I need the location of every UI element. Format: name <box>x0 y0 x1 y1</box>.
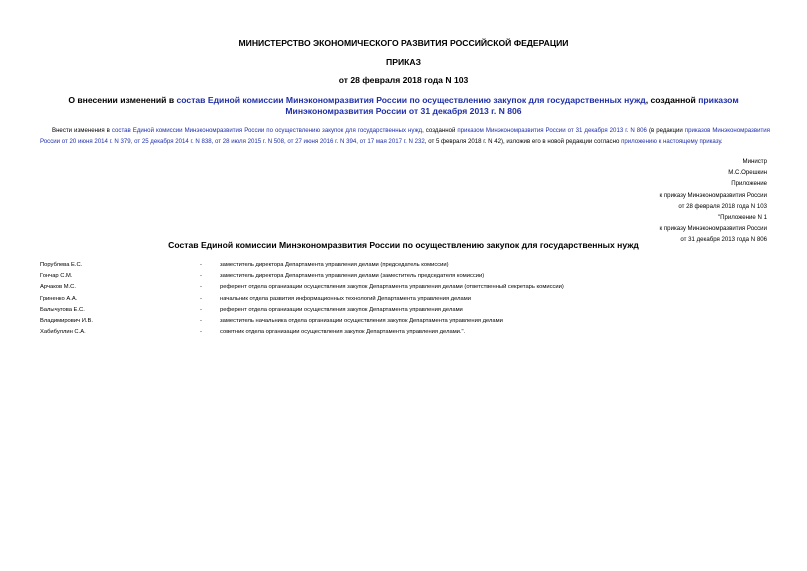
member-role: референт отдела организации осуществления закупок Департамента управления делами <box>220 306 463 313</box>
para-text-4: , от 5 февраля 2018 г. N 42), изложив его в новой редакции согласно <box>424 137 622 145</box>
member-name: Гриненко А.А. <box>40 295 78 302</box>
signature-position: Министр <box>742 158 767 165</box>
member-row <box>40 271 770 282</box>
title-link-order[interactable]: приказом Минэкономразвития России от 31 декабря 2013 г. N 806 <box>285 95 739 116</box>
member-dash: - <box>200 295 202 302</box>
member-dash: - <box>200 317 202 324</box>
member-row <box>40 316 770 327</box>
signature-name: М.С.Орешкин <box>728 169 767 177</box>
document-title <box>40 95 767 117</box>
member-row <box>40 294 770 305</box>
member-role: заместитель директора Департамента управления делами (председатель комиссии) <box>220 262 449 268</box>
members-list <box>40 260 770 338</box>
para-link-order-806[interactable]: приказом Минэкономразвития России от 31 декабря 2013 г. N 806 <box>457 127 647 134</box>
title-link-commission[interactable]: состав Единой комиссии Минэкономразвития России по осуществлению закупок для государственных нужд <box>176 95 646 105</box>
document-date: от 28 февраля 2018 года N 103 <box>338 75 469 85</box>
member-name: Порублева Е.С. <box>40 262 83 268</box>
member-row <box>40 260 770 271</box>
member-name: Хабибуллин С.А. <box>40 329 86 336</box>
member-role: заместитель начальника отдела организации осуществления закупок Департамента управления делами <box>220 317 503 324</box>
ministry-heading: МИНИСТЕРСТВО ЭКОНОМИЧЕСКОГО РАЗВИТИЯ РОССИЙСКОЙ ФЕДЕРАЦИИ <box>238 38 569 48</box>
appendix-line: "Приложение N 1 <box>717 214 767 222</box>
signature-appendix-block <box>467 156 767 246</box>
para-link-amending-orders[interactable]: приказов Минэкономразвития России от 20 июня 2014 г. N 379, от 25 декабря 2014 г. N 838, от 28 июля 2015 г. N 508, от 27 июня 2016 г. N 394, от 17 мая 2017 г. N 232 <box>40 127 770 145</box>
member-dash: - <box>200 273 202 280</box>
member-dash: - <box>200 329 202 336</box>
member-name: Арчаков М.С. <box>40 284 76 291</box>
member-role: заместитель директора Департамента управления делами (заместитель председателя комиссии) <box>220 273 485 280</box>
member-role: советник отдела организации осуществления закупок Департамента управления делами.". <box>220 329 466 336</box>
member-row <box>40 282 770 293</box>
member-row <box>40 305 770 316</box>
member-name: Балычугова Е.С. <box>40 306 85 313</box>
para-text-3: (в редакции <box>646 127 685 134</box>
member-role: референт отдела организации осуществления закупок Департамента управления делами (ответственный секретарь комиссии) <box>220 284 564 291</box>
appendix-line: от 31 декабря 2013 года N 806 <box>680 236 767 244</box>
member-role: начальник отдела развития информационных технологий Департамента управления делами <box>220 295 471 302</box>
title-prefix: О внесении изменений в <box>68 95 177 105</box>
member-dash: - <box>200 306 202 313</box>
member-dash: - <box>200 284 202 291</box>
appendix-line: Приложение <box>731 180 767 188</box>
document-type: ПРИКАЗ <box>386 57 421 67</box>
appendix-line: к приказу Минэкономразвития России <box>659 191 767 199</box>
para-text-2: , созданной <box>422 127 458 134</box>
para-text-1: Внести изменения в <box>52 127 112 134</box>
title-middle: , созданной <box>645 95 699 105</box>
member-name: Гончар С.М. <box>40 273 73 280</box>
para-link-appendix[interactable]: приложению к настоящему приказу <box>621 137 721 145</box>
appendix-line: к приказу Минэкономразвития России <box>659 225 767 233</box>
member-row <box>40 327 770 338</box>
appendix-line: от 28 февраля 2018 года N 103 <box>678 202 767 210</box>
member-name: Владимирович И.В. <box>40 317 93 324</box>
member-dash: - <box>200 262 202 268</box>
composition-title: Состав Единой комиссии Минэкономразвития России по осуществлению закупок для государственных нужд <box>168 240 639 250</box>
para-text-5: . <box>720 137 723 145</box>
para-link-commission[interactable]: состав Единой комиссии Минэкономразвития России по осуществлению закупок для государственных нужд <box>111 127 423 134</box>
order-paragraph <box>40 126 770 147</box>
